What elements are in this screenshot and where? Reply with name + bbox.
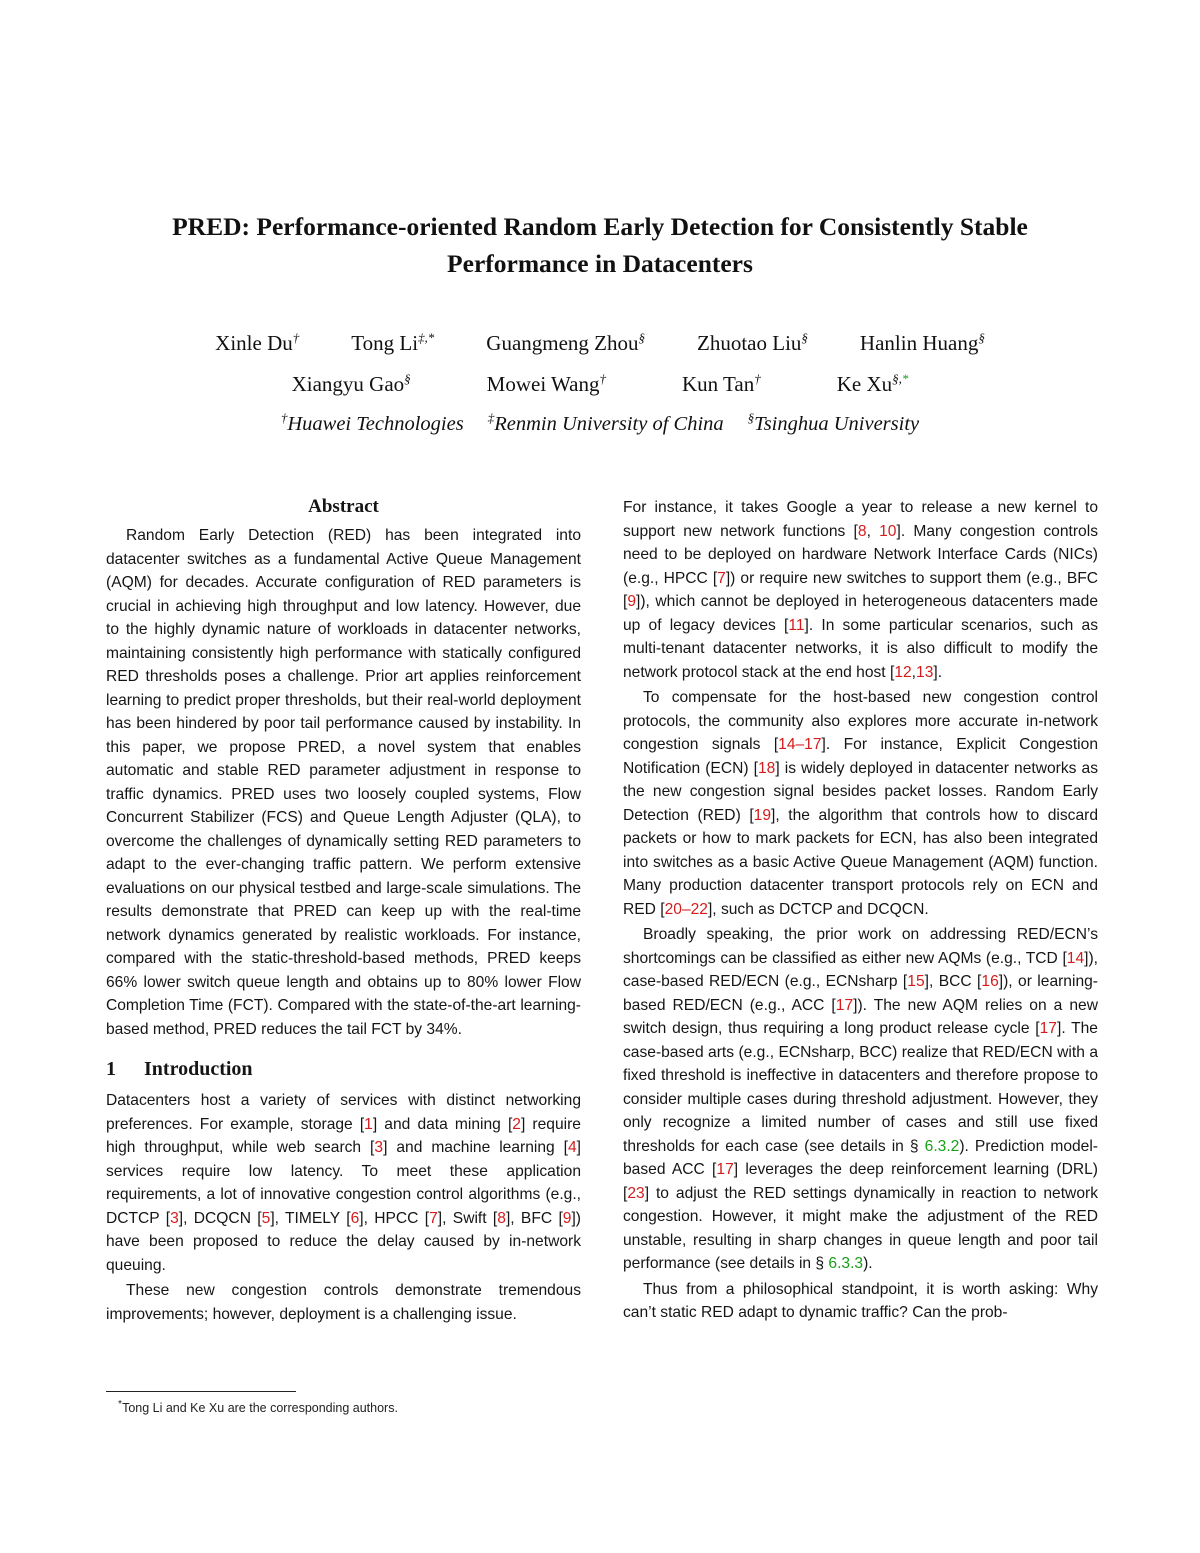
affiliation-huawei: †Huawei Technologies [280, 410, 464, 435]
author-tong-li: Tong Li‡,* [351, 330, 435, 355]
right-paragraph-4: Thus from a philosophical standpoint, it is worth asking: Why can’t static RED adapt to dynamic traffic? Can the prob- [623, 1280, 1098, 1321]
citation-link[interactable]: 3 [170, 1209, 179, 1227]
citation-link[interactable]: 14–17 [778, 736, 822, 753]
citation-link[interactable]: 8 [857, 522, 867, 540]
author-guangmeng-zhou: Guangmeng Zhou§ [486, 330, 646, 355]
author-row-1 [0, 330, 1200, 356]
intro-paragraph-2: These new congestion controls demonstrate tremendous improvements; however, deployment is a challenging issue. [106, 1282, 581, 1323]
citation-link[interactable]: 17 [716, 1161, 734, 1178]
citation-link[interactable]: 23 [627, 1184, 645, 1202]
footnote-mark: * [118, 1399, 123, 1410]
author-xinle-du: Xinle Du† [215, 330, 300, 355]
citation-link[interactable]: 20–22 [664, 900, 708, 918]
citation-link[interactable]: 7 [429, 1209, 438, 1227]
citation-link[interactable]: 18 [758, 759, 776, 777]
citation-link[interactable]: 16 [981, 973, 999, 990]
left-column [106, 494, 581, 1326]
citation-link[interactable]: 17 [835, 996, 854, 1014]
intro-paragraph-1: Datacenters host a variety of services with distinct networking preferences. For example, storage [1] and data mining [2] require high throughput, while web search [3] and machine learning [4] services require low latency. To meet these application requirements, a lot of innovative congestion control algorithms (e.g., DCTCP [3], DCQCN [5], TIMELY [6], HPCC [7], Swift [8], BFC [9]) have been proposed to reduce the delay caused by in-network queuing. [106, 1092, 581, 1274]
citation-link[interactable]: 10 [879, 522, 897, 540]
citation-link[interactable]: 9 [627, 593, 637, 610]
right-paragraph-2: To compensate for the host-based new congestion control protocols, the community also explores more accurate in-network congestion signals [14–17]. For instance, Explicit Congestion Notification (ECN) [18] is widely deployed in datacenter networks as the new congestion signal besides packet losses. Random Early Detection (RED) [19], the algorithm that controls how to discard packets or how to mark packets for ECN, has also been integrated into switches as a basic Active Queue Management (AQM) function. Many production datacenter transport protocols rely on ECN and RED [20–22], such as DCTCP and DCQCN. [623, 689, 1099, 918]
citation-link[interactable]: 14 [1066, 949, 1085, 967]
citation-link[interactable]: 19 [753, 806, 772, 824]
author-row-2 [0, 371, 1200, 397]
right-column [623, 496, 1098, 1325]
citation-link[interactable]: 15 [907, 973, 925, 990]
citation-link[interactable]: 11 [788, 616, 805, 634]
abstract-text: Random Early Detection (RED) has been integrated into datacenter switches as a fundamental Active Queue Management (AQM) for decades. Accurate configuration of RED parameters is crucial in achieving high throughput and low latency. However, due to the highly dynamic nature of workloads in datacenter networks, maintaining consistently high performance with statically configured RED thresholds poses a challenge. Prior art applies reinforcement learning to predict proper thresholds, but their real-world deployment has been hindered by poor tail performance caused by instability. In this paper, we propose PRED, a novel system that enables automatic and stable RED parameter adjustment in response to traffic dynamics. PRED uses two loosely coupled systems, Flow Concurrent Stabilizer (FCS) and Queue Length Adjuster (QLA), to overcome the challenges of dynamically setting RED parameters to adapt to the ever-changing traffic pattern. We perform extensive evaluations on our physical testbed and large-scale simulations. The results demonstrate that PRED can keep up with the real-time network dynamics generated by realistic workloads. For instance, compared with the static-threshold-based methods, PRED keeps 66% lower switch queue length and obtains up to 80% lower Flow Completion Time (FCT). Compared with the state-of-the-art learning-based method, PRED reduces the tail FCT by 34%. [106, 527, 581, 1038]
citation-link[interactable]: 9 [562, 1209, 572, 1227]
citation-link[interactable]: 5 [261, 1209, 271, 1227]
citation-link[interactable]: 12 [894, 663, 912, 681]
author-hanlin-huang: Hanlin Huang§ [859, 330, 985, 355]
citation-link[interactable]: 13 [916, 663, 934, 681]
footnote-rule [106, 1391, 296, 1392]
title-line-2: Performance in Datacenters [447, 249, 753, 278]
right-paragraph-1: For instance, it takes Google a year to release a new kernel to support new network functions [8, 10]. Many congestion controls need to be deployed on hardware Network Interface Cards (NICs) (e.g., HPCC [7]) or require new switches to support them (e.g., BFC [9]), which cannot be deployed in heterogeneous datacenters made up of legacy devices [11]. In some particular scenarios, such as multi-tenant datacenter networks, it is also difficult to modify the network protocol stack at the end host [12,13]. [623, 499, 1099, 681]
citation-link[interactable]: 7 [717, 569, 726, 587]
author-kun-tan: Kun Tan† [682, 371, 761, 396]
affiliation-renmin: ‡Renmin University of China [487, 410, 724, 435]
citation-link[interactable]: 2 [512, 1115, 521, 1133]
citation-link[interactable]: 4 [567, 1139, 577, 1156]
affiliations [0, 410, 1200, 436]
citation-link[interactable]: 1 [364, 1115, 373, 1133]
citation-link[interactable]: 3 [374, 1139, 384, 1156]
paper-title [100, 208, 1100, 282]
citation-link[interactable]: 8 [497, 1209, 506, 1227]
citation-link[interactable]: 17 [1039, 1020, 1057, 1037]
author-mowei-wang: Mowei Wang† [486, 371, 606, 396]
footnote [118, 1399, 398, 1415]
author-xiangyu-gao: Xiangyu Gao§ [291, 371, 411, 396]
citation-link[interactable]: 6 [350, 1209, 360, 1227]
affiliation-tsinghua: §Tsinghua University [747, 410, 920, 435]
right-paragraph-3: Broadly speaking, the prior work on addressing RED/ECN’s shortcomings can be classified as either new AQMs (e.g., TCD [14]), case-based RED/ECN (e.g., ECNsharp [15], BCC [16]), or learning-based RED/ECN (e.g., ACC [17]). The new AQM relies on a new switch design, thus requiring a long product release cycle [17]. The case-based arts (e.g., ECNsharp, BCC) realize that RED/ECN with a fixed threshold is ineffective in datacenters and therefore propose to consider multiple cases during threshold adjustment. However, they only recognize a limited number of cases and still use fixed thresholds for each case (see details in § 6.3.2). Prediction model-based ACC [17] leverages the deep reinforcement learning (DRL) [23] to adjust the RED settings dynamically in reaction to network congestion. However, it might make the adjustment of the RED unstable, resulting in sharp changes in queue length and poor tail performance (see details in § 6.3.3). [623, 926, 1098, 1272]
title-line-1: PRED: Performance-oriented Random Early Detection for Consistently Stable [172, 212, 1028, 241]
footnote-text: Tong Li and Ke Xu are the corresponding authors. [122, 1401, 398, 1416]
author-ke-xu: Ke Xu§,* [836, 371, 909, 396]
corresponding-author-mark[interactable]: * [901, 371, 909, 386]
author-zhuotao-liu: Zhuotao Liu§ [697, 330, 808, 355]
section-ref-link[interactable]: 6.3.2 [924, 1137, 960, 1155]
section-heading-introduction: 1 Introduction [106, 1058, 253, 1080]
section-ref-link[interactable]: 6.3.3 [828, 1255, 864, 1272]
abstract-heading: Abstract [308, 496, 379, 517]
